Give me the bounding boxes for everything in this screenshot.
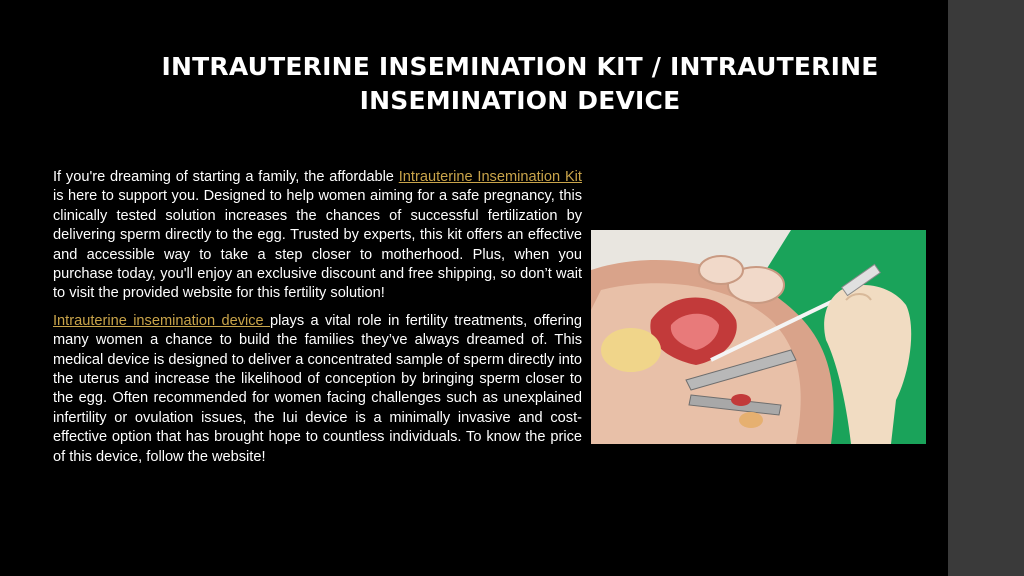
iui-device-link[interactable]: Intrauterine insemination device bbox=[53, 312, 271, 329]
iui-kit-link[interactable]: Intrauterine Insemination Kit bbox=[398, 169, 582, 185]
paragraph-2 bbox=[53, 312, 582, 467]
body-text bbox=[53, 168, 582, 475]
insemination-illustration bbox=[591, 230, 926, 444]
slide-title: INTRAUTERINE INSEMINATION KIT / INTRAUTERINE INSEMINATION DEVICE bbox=[161, 52, 879, 115]
paragraph-1-after: is here to support you. Designed to help women aiming for a safe pregnancy, this clinically tested solution increases the chances of successful fertilization by delivering sperm directly to the egg. Trusted by experts, this kit offers an effective and accessible way to take a step closer to motherhood. Plus, when you purchase today, you'll enjoy an exclusive discount and free shipping, so don’t wait to visit the provided website for this fertility solution! bbox=[53, 188, 582, 302]
paragraph-1 bbox=[53, 168, 582, 304]
paragraph-2-after: plays a vital role in fertility treatments, offering many women a chance to build the families they’ve always dreamed of. This medical device is designed to deliver a concentrated sample of sperm directly into the uterus and increase the likelihood of conception by bringing sperm closer to the egg. Often recommended for women facing challenges such as unexplained infertility or ovulation issues, the Iui device is a minimally invasive and cost-effective option that has brought hope to countless individuals. To know the price of this device, follow the website! bbox=[53, 312, 582, 465]
paragraph-1-before: If you're dreaming of starting a family, the affordable bbox=[53, 169, 399, 185]
side-bar bbox=[948, 0, 1024, 576]
